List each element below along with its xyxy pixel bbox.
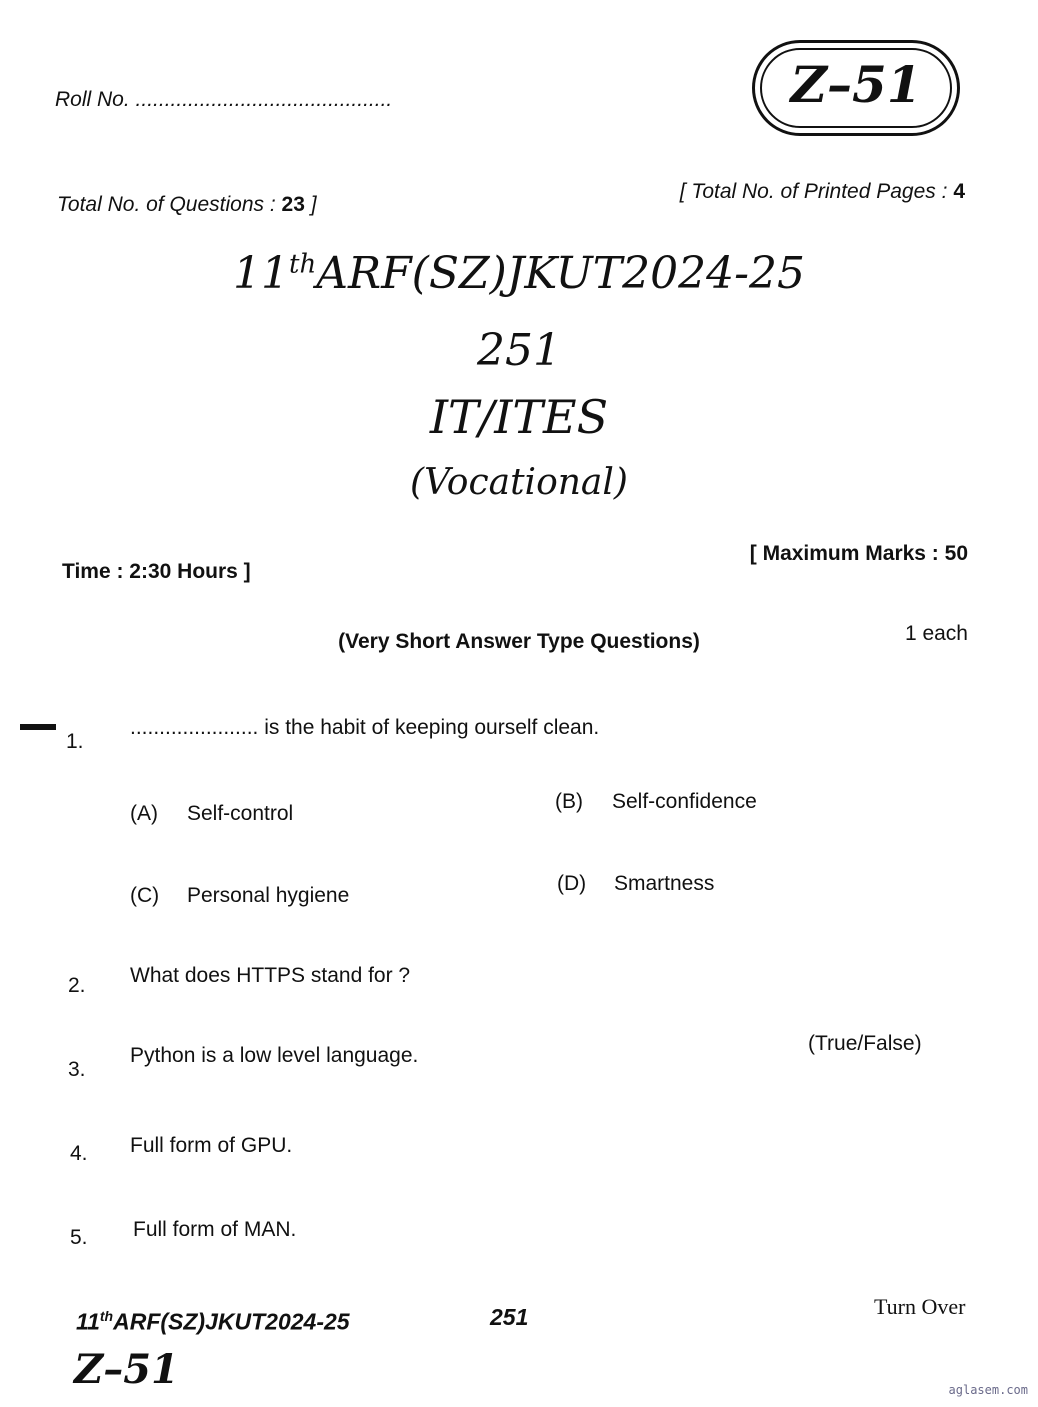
- stream-name: (Vocational): [410, 462, 628, 503]
- total-questions-bracket: ]: [310, 193, 317, 216]
- footer-exam-code: [76, 1308, 350, 1336]
- question-number: 1.: [66, 730, 84, 753]
- option-d: [557, 872, 714, 896]
- question-text: ...................... is the habit of keeping ourself clean.: [130, 716, 600, 739]
- answer-format: (True/False): [808, 1032, 922, 1055]
- question-text: What does HTTPS stand for ?: [130, 964, 411, 987]
- option-text: Self-control: [187, 802, 294, 825]
- exam-title-rest: ARF(SZ)JKUT2024-25: [316, 248, 805, 299]
- footer-paper-code: Z–51: [74, 1346, 179, 1393]
- option-text: Self-confidence: [612, 790, 757, 813]
- turn-over: Turn Over: [874, 1294, 966, 1319]
- option-label: (A): [130, 802, 158, 825]
- roll-label: Roll No.: [55, 88, 130, 111]
- paper-code: Z–51: [790, 55, 922, 114]
- option-label: (D): [557, 872, 587, 895]
- option-a: [130, 802, 293, 826]
- option-label: (B): [555, 790, 583, 813]
- subject-code: 251: [477, 325, 561, 376]
- total-questions: [57, 193, 317, 217]
- question-number: 5.: [70, 1226, 88, 1249]
- exam-time: Time : 2:30 Hours ]: [62, 560, 251, 583]
- footer-code-sup: th: [99, 1308, 114, 1324]
- question-text: Full form of GPU.: [130, 1134, 293, 1157]
- option-text: Smartness: [614, 872, 715, 895]
- section-heading: (Very Short Answer Type Questions): [338, 630, 700, 653]
- total-questions-value: 23: [281, 193, 305, 216]
- question-text: Full form of MAN.: [133, 1218, 297, 1241]
- footer-code-rest: ARF(SZ)JKUT2024-25: [113, 1308, 350, 1335]
- footer-code-prefix: 11: [76, 1308, 100, 1335]
- watermark: aglasem.com: [948, 1383, 1028, 1397]
- roll-dots: ............................................: [135, 88, 393, 111]
- paper-code-badge: [752, 40, 960, 136]
- roll-number-field: [55, 88, 392, 112]
- total-pages-label: [ Total No. of Printed Pages :: [679, 180, 948, 203]
- question-text: Python is a low level language.: [130, 1044, 419, 1067]
- question-number: 4.: [70, 1142, 88, 1165]
- total-pages-value: 4: [953, 180, 965, 203]
- exam-title: [0, 248, 1038, 299]
- option-b: [555, 790, 757, 814]
- total-pages: [680, 180, 965, 204]
- subject-name: IT/ITES: [429, 390, 609, 444]
- question-number: 2.: [68, 974, 86, 997]
- maximum-marks: [ Maximum Marks : 50: [749, 542, 968, 565]
- exam-title-sup: th: [289, 249, 317, 280]
- section-marks: 1 each: [904, 622, 968, 645]
- option-label: (C): [130, 884, 160, 907]
- margin-mark: [20, 724, 56, 730]
- exam-title-prefix: 11: [233, 248, 290, 299]
- option-text: Personal hygiene: [187, 884, 350, 907]
- total-questions-label: Total No. of Questions :: [57, 193, 276, 216]
- question-number: 3.: [68, 1058, 86, 1081]
- footer-subject-code: 251: [490, 1304, 529, 1330]
- option-c: [130, 884, 349, 908]
